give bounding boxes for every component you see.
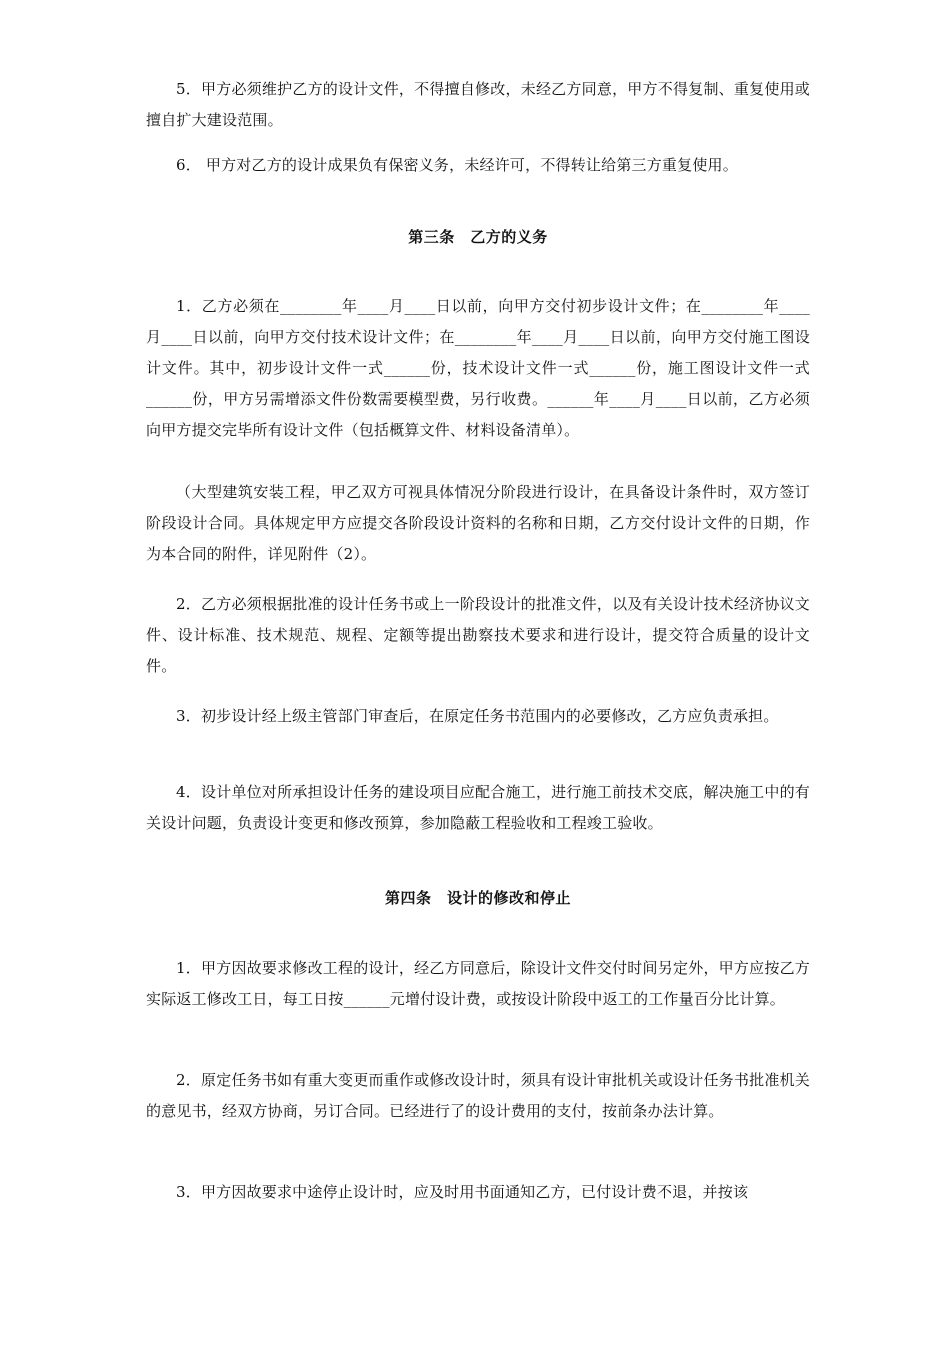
- article2-clause-6: 6． 甲方对乙方的设计成果负有保密义务，未经许可，不得转让给第三方重复使用。: [176, 156, 738, 174]
- article3-clause-2: 2．乙方必须根据批准的设计任务书或上一阶段设计的批准文件，以及有关设计技术经济协议文件、设计标准、技术规范、规程、定额等提出勘察技术要求和进行设计，提交符合质量的设计文件。: [146, 595, 810, 675]
- article4-clause-3: 3．甲方因故要求中途停止设计时，应及时用书面通知乙方，已付设计费不退，并按该: [176, 1183, 749, 1201]
- article3-clause-1-note: （大型建筑安装工程，甲乙双方可视具体情况分阶段进行设计，在具备设计条件时，双方签订阶段设计合同。具体规定甲方应提交各阶段设计资料的名称和日期，乙方交付设计文件的日期，作为本合同的附件，详见附件（2）。: [146, 483, 810, 563]
- article3-clause-4: 4．设计单位对所承担设计任务的建设项目应配合施工，进行施工前技术交底，解决施工中的有关设计问题，负责设计变更和修改预算，参加隐蔽工程验收和工程竣工验收。: [146, 783, 810, 832]
- article4-heading: 第四条 设计的修改和停止: [384, 889, 571, 907]
- article2-clause-5: 5．甲方必须维护乙方的设计文件，不得擅自修改，未经乙方同意，甲方不得复制、重复使用或擅自扩大建设范围。: [146, 80, 810, 129]
- article3-clause-3: 3．初步设计经上级主管部门审查后，在原定任务书范围内的必要修改，乙方应负责承担。: [176, 707, 779, 725]
- article3-heading: 第三条 乙方的义务: [408, 228, 548, 246]
- article3-clause-1: 1．乙方必须在________年____月____日以前，向甲方交付初步设计文件；在________年____月____日以前，向甲方交付技术设计文件；在________年____月____日以前，向甲方交付施工图设计文件。其中，初步设计文件一式______份，技术设计文件一式______份，施工图设计文件一式______份，甲方另需增添文件份数需要模型费，另行收费。______年____月____日以前，乙方必须向甲方提交完毕所有设计文件（包括概算文件、材料设备清单）。: [146, 297, 810, 439]
- article4-clause-1: 1．甲方因故要求修改工程的设计，经乙方同意后，除设计文件交付时间另定外，甲方应按乙方实际返工修改工日，每工日按______元增付设计费，或按设计阶段中返工的工作量百分比计算。: [146, 959, 810, 1008]
- article4-clause-2: 2．原定任务书如有重大变更而重作或修改设计时，须具有设计审批机关或设计任务书批准机关的意见书，经双方协商，另订合同。已经进行了的设计费用的支付，按前条办法计算。: [146, 1071, 810, 1120]
